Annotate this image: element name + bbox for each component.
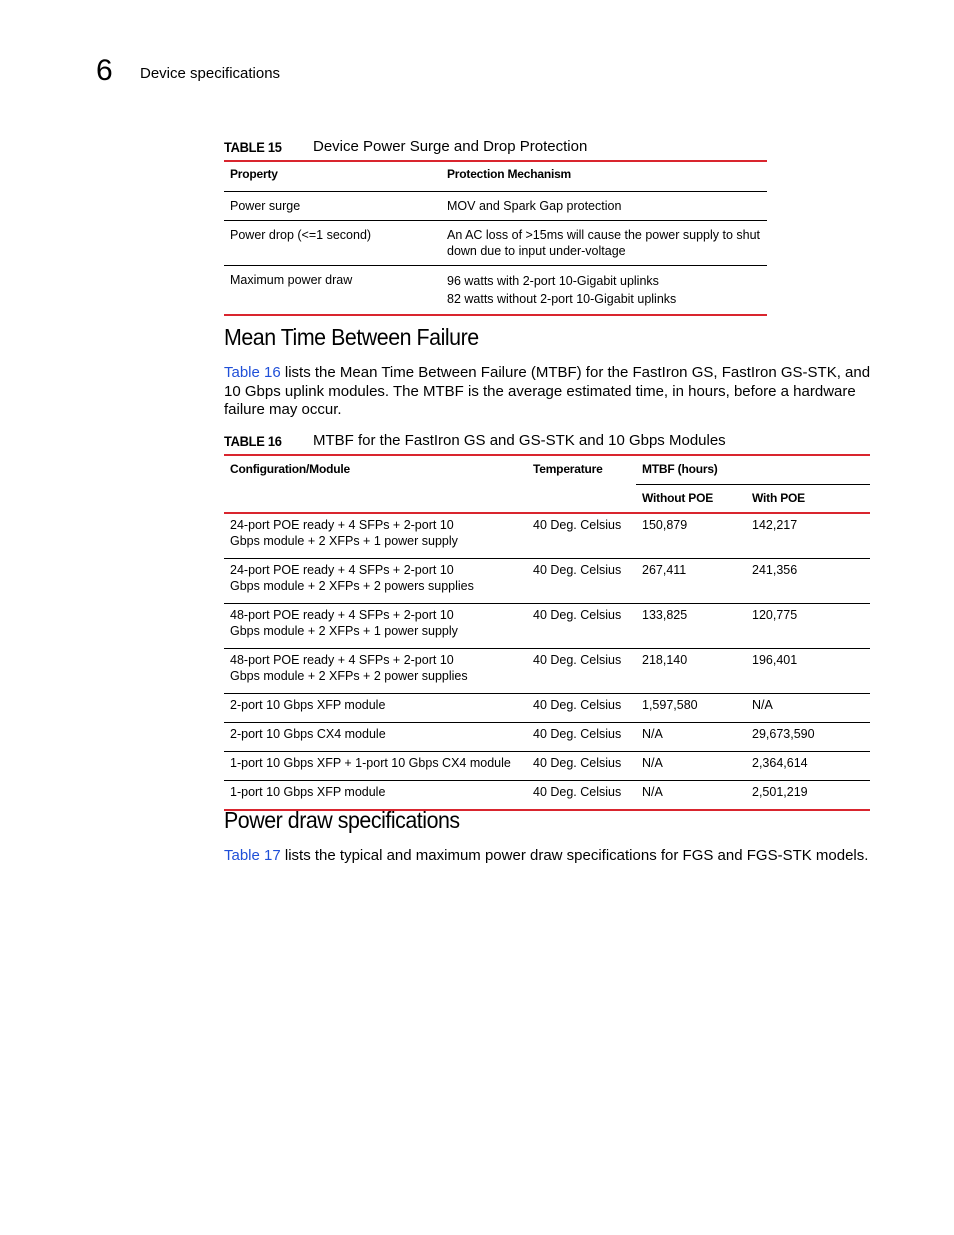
table16-cell-with-poe: 2,364,614	[752, 756, 808, 770]
chapter-title: Device specifications	[140, 65, 281, 82]
table-row	[224, 513, 870, 559]
table16-cell-with-poe: N/A	[752, 698, 773, 712]
table16-header-temperature: Temperature	[533, 462, 603, 476]
table16-cell-temperature: 40 Deg. Celsius	[533, 608, 622, 622]
table16-cell-config: 2-port 10 Gbps XFP module	[230, 698, 386, 712]
table16-cell-without-poe: 218,140	[642, 653, 688, 667]
table16-title: MTBF for the FastIron GS and GS-STK and 10 Gbps Modules	[313, 432, 726, 449]
table16-cell-with-poe: 142,217	[752, 518, 798, 532]
table16-header-with-poe: With POE	[752, 490, 805, 505]
table15-header-property: Property	[230, 167, 278, 181]
table16-caption	[224, 432, 726, 451]
table16-cell-without-poe: N/A	[642, 727, 663, 741]
table16-cell-without-poe: N/A	[642, 756, 663, 770]
table-row	[224, 265, 767, 315]
table15-title: Device Power Surge and Drop Protection	[313, 138, 588, 155]
table15-header-mechanism: Protection Mechanism	[447, 167, 572, 181]
table-row	[224, 723, 870, 752]
table16-cell-without-poe: 267,411	[642, 563, 687, 577]
power-paragraph-text: lists the typical and maximum power draw specifications for FGS and FGS-STK models.	[280, 847, 869, 864]
power-paragraph	[224, 847, 872, 866]
table-row	[224, 604, 870, 649]
table16-cell-without-poe: 133,825	[642, 608, 688, 622]
table15-cell-line: 96 watts with 2-port 10-Gigabit uplinks	[447, 273, 659, 288]
table16-cell-without-poe: 1,597,580	[642, 698, 698, 712]
table15-cell: Power surge	[230, 198, 301, 213]
table15-cell: Power drop (<=1 second)	[230, 227, 372, 242]
table15-header-row	[224, 161, 767, 191]
table16-cell-config: 48-port POE ready + 4 SFPs + 2-port 10 Gbps module + 2 XFPs + 1 power supply	[230, 608, 458, 638]
section-heading-power-draw: Power draw specifications	[224, 807, 460, 833]
table-row	[224, 649, 870, 694]
table16-cell-config: 2-port 10 Gbps CX4 module	[230, 727, 386, 741]
table15-cell: Maximum power draw	[230, 272, 353, 287]
table15-caption	[224, 138, 588, 157]
table16-header-row	[224, 455, 870, 484]
table16-header-config: Configuration/Module	[230, 462, 350, 476]
table16-cell-without-poe: N/A	[642, 785, 663, 799]
table16-cell-config: 1-port 10 Gbps XFP module	[230, 785, 386, 799]
table16-cell-without-poe: 150,879	[642, 518, 688, 532]
table16-cell-temperature: 40 Deg. Celsius	[533, 518, 622, 532]
table15	[224, 160, 767, 316]
table-row	[224, 559, 870, 604]
table16-cell-with-poe: 241,356	[752, 563, 798, 577]
table16-cell-with-poe: 29,673,590	[752, 727, 815, 741]
table16-cell-temperature: 40 Deg. Celsius	[533, 756, 622, 770]
table15-cell-multiline	[441, 265, 767, 315]
table16-cell-config: 48-port POE ready + 4 SFPs + 2-port 10 Gbps module + 2 XFPs + 2 power supplies	[230, 653, 468, 683]
table16-cell-with-poe: 120,775	[752, 608, 798, 622]
table16-cell-temperature: 40 Deg. Celsius	[533, 698, 622, 712]
table15-cell: An AC loss of >15ms will cause the power supply to shut down due to input under-voltage	[447, 227, 761, 258]
table15-cell-line: 82 watts without 2-port 10-Gigabit uplinks	[447, 291, 677, 306]
table-row	[224, 220, 767, 265]
table16-cell-with-poe: 2,501,219	[752, 785, 808, 799]
table17-link[interactable]: Table 17	[224, 847, 281, 864]
table16-cell-with-poe: 196,401	[752, 653, 798, 667]
table16-cell-temperature: 40 Deg. Celsius	[533, 653, 622, 667]
mtbf-paragraph-text: lists the Mean Time Between Failure (MTBF) for the FastIron GS, FastIron GS-STK, and 10 Gbps uplink modules. The MTBF is the average estimated time, in hours, before a hardware failure may occur.	[224, 364, 871, 418]
table16-cell-config: 24-port POE ready + 4 SFPs + 2-port 10 Gbps module + 2 XFPs + 2 powers supplies	[230, 563, 474, 593]
table15-cell: MOV and Spark Gap protection	[447, 198, 622, 213]
table16-cell-temperature: 40 Deg. Celsius	[533, 727, 622, 741]
table-row	[224, 752, 870, 781]
table16-header-without-poe: Without POE	[642, 490, 714, 505]
table-row	[224, 694, 870, 723]
section-heading-mtbf: Mean Time Between Failure	[224, 324, 479, 350]
table16-header-mtbf: MTBF (hours)	[636, 455, 870, 484]
chapter-number: 6	[96, 54, 113, 87]
table16-cell-config: 1-port 10 Gbps XFP + 1-port 10 Gbps CX4 module	[230, 756, 511, 770]
table16-link[interactable]: Table 16	[224, 364, 281, 381]
table16-label: TABLE 16	[224, 433, 282, 449]
table16	[224, 454, 870, 811]
table16-cell-temperature: 40 Deg. Celsius	[533, 785, 622, 799]
table16-cell-temperature: 40 Deg. Celsius	[533, 563, 622, 577]
table15-label: TABLE 15	[224, 139, 282, 155]
table16-cell-config: 24-port POE ready + 4 SFPs + 2-port 10 Gbps module + 2 XFPs + 1 power supply	[230, 518, 458, 548]
mtbf-paragraph	[224, 364, 872, 420]
table-row	[224, 191, 767, 220]
